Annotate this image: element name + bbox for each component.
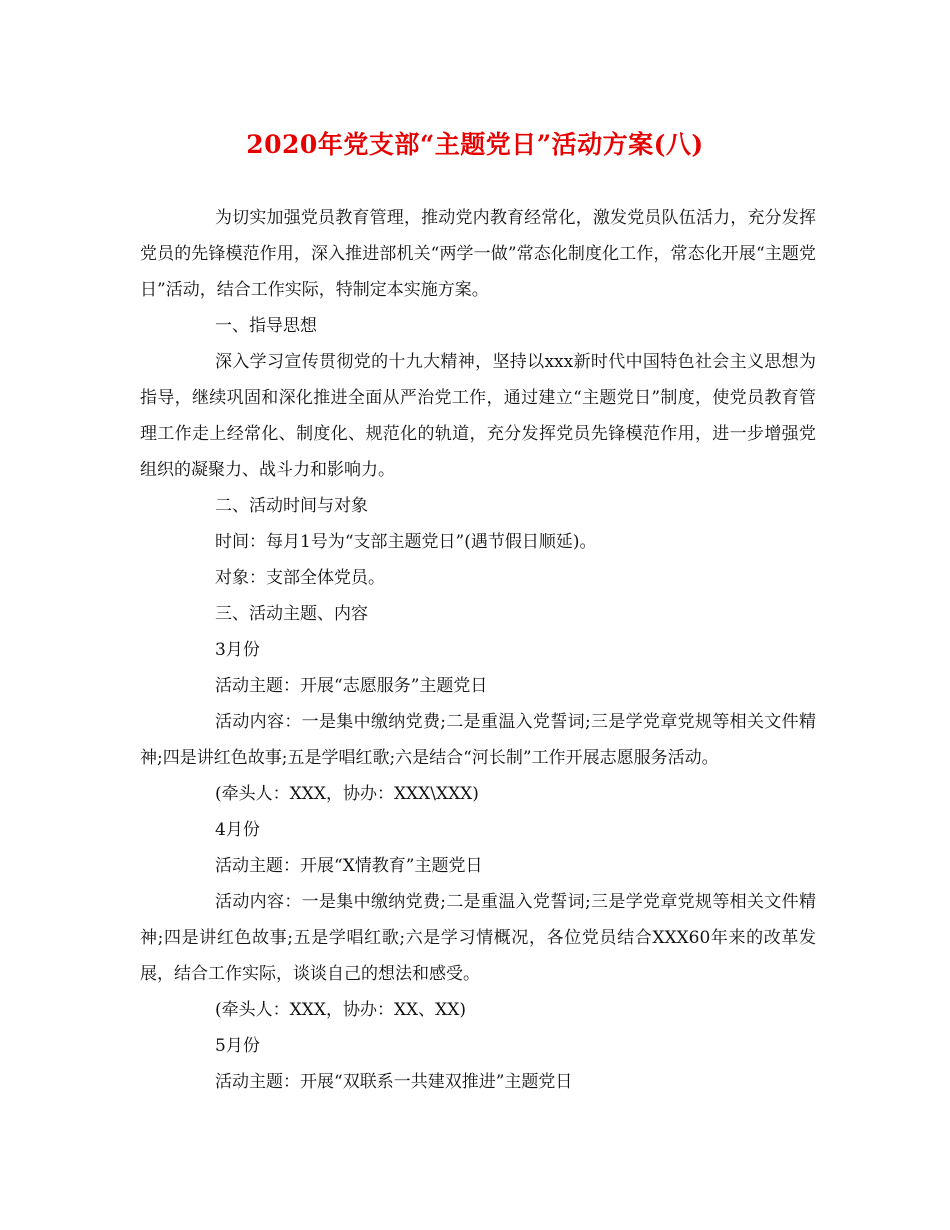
month-heading-march: 3月份 xyxy=(215,640,260,660)
paragraph-target: 对象：支部全体党员。 xyxy=(215,568,385,588)
paragraph-guiding-ideology: 深入学习宣传贯彻党的十九大精神，坚持以xxx新时代中国特色社会主义思想为指导，继续巩固和深化推进全面从严治党工作，通过建立“主题党日”制度，使党员教育管理工作走上经常化、制度化、规范化的轨道，充分发挥党员先锋模范作用，进一步增强党组织的凝聚力、战斗力和影响力。 xyxy=(140,352,816,480)
may-activity-theme: 活动主题：开展“双联系一共建双推进”主题党日 xyxy=(215,1072,573,1092)
paragraph-time: 时间：每月1号为“支部主题党日”(遇节假日顺延)。 xyxy=(215,532,597,552)
april-activity-theme: 活动主题：开展“X情教育”主题党日 xyxy=(215,856,483,876)
april-activity-content: 活动内容：一是集中缴纳党费;二是重温入党誓词;三是学党章党规等相关文件精神;四是讲红色故事;五是学唱红歌;六是学习情概况，各位党员结合XXX60年来的改革发展，结合工作实际，谈谈自己的想法和感受。 xyxy=(140,892,816,984)
april-lead-person: (牵头人：XXX，协办：XX、XX) xyxy=(215,1000,466,1020)
march-lead-person: (牵头人：XXX，协办：XXX\XXX) xyxy=(215,784,479,804)
section-heading-theme-content: 三、活动主题、内容 xyxy=(215,604,368,624)
month-heading-april: 4月份 xyxy=(215,820,260,840)
paragraph-intro: 为切实加强党员教育管理，推动党内教育经常化，激发党员队伍活力，充分发挥党员的先锋模范作用，深入推进部机关“两学一做”常态化制度化工作，常态化开展“主题党日”活动，结合工作实际，特制定本实施方案。 xyxy=(140,208,816,300)
march-activity-content: 活动内容：一是集中缴纳党费;二是重温入党誓词;三是学党章党规等相关文件精神;四是讲红色故事;五是学唱红歌;六是结合“河长制”工作开展志愿服务活动。 xyxy=(140,712,816,768)
document-body xyxy=(140,200,816,1100)
section-heading-guiding-ideology: 一、指导思想 xyxy=(215,316,317,336)
march-activity-theme: 活动主题：开展“志愿服务”主题党日 xyxy=(215,676,488,696)
section-heading-time-and-target: 二、活动时间与对象 xyxy=(215,496,368,516)
month-heading-may: 5月份 xyxy=(215,1036,260,1056)
document-title: 2020年党支部“主题党日”活动方案(八) xyxy=(246,130,704,159)
